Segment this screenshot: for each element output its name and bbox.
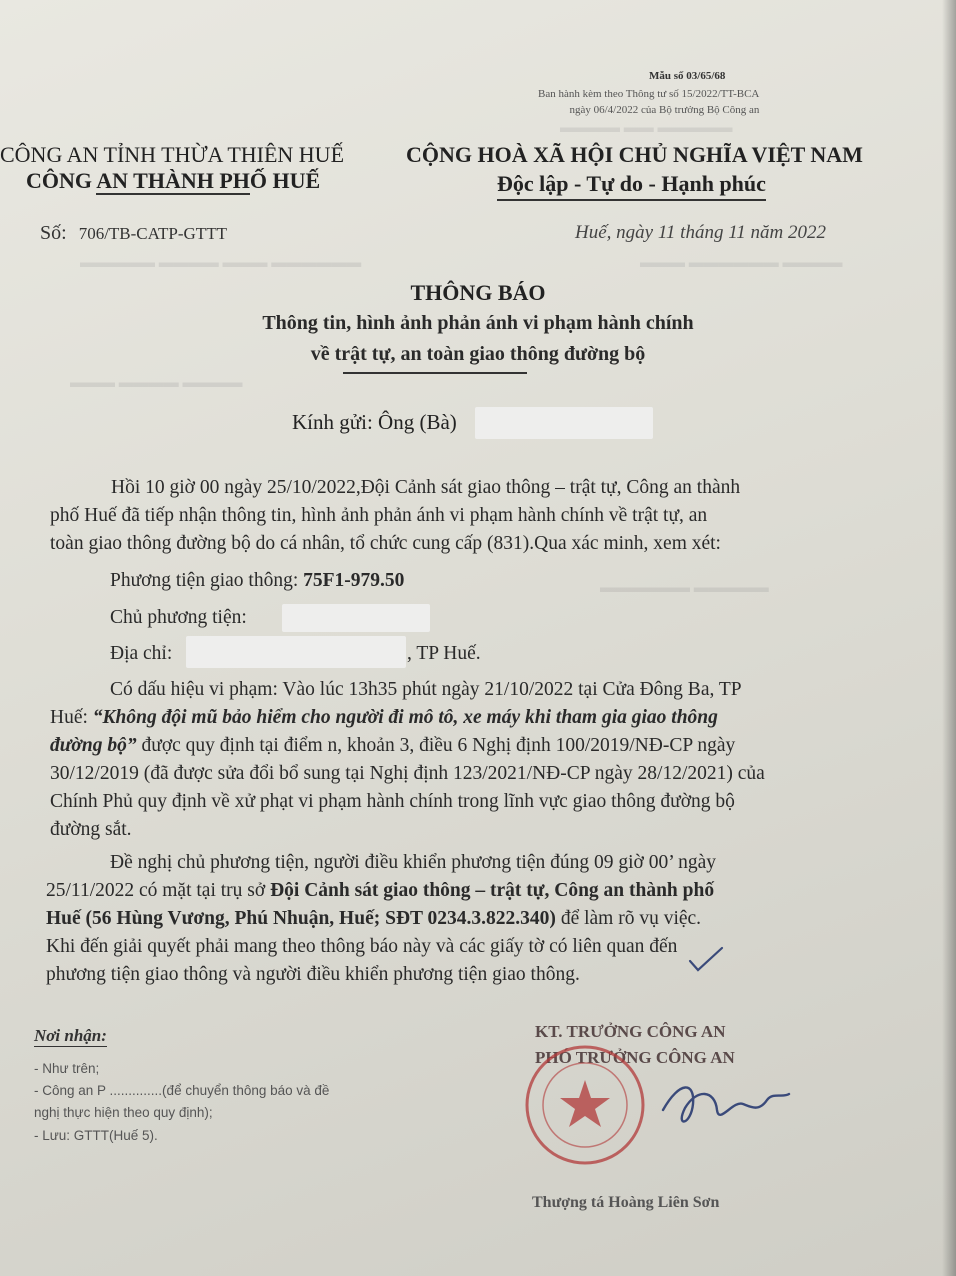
vehicle-line — [110, 570, 404, 592]
doc-number — [40, 222, 227, 245]
bleed-through-text: ▬▬▬▬▬ ▬▬▬▬ ▬▬▬ ▬▬▬▬▬▬ — [80, 255, 362, 271]
greeting: Kính gửi: Ông (Bà) — [292, 410, 457, 434]
bleed-through-text: ▬▬▬▬ ▬▬ ▬▬▬▬▬ — [560, 120, 733, 136]
bleed-through-text: ▬▬▬ ▬▬▬▬ ▬▬▬▬ — [70, 375, 243, 391]
org-line2-a: CÔNG — [26, 168, 97, 193]
bleed-through-text: ▬▬▬▬▬▬ ▬▬▬▬▬ — [600, 580, 769, 596]
bleed-through-text: ▬▬▬ ▬▬▬▬▬▬ ▬▬▬▬ — [640, 255, 843, 271]
recipients-heading: Nơi nhận: — [34, 1026, 107, 1045]
body-p2-line1: Có dấu hiệu vi phạm: Vào lúc 13h35 phút ngày 21/10/2022 tại Cửa Đông Ba, TP — [110, 679, 742, 700]
redacted-name — [475, 407, 653, 439]
vehicle-plate: 75F1-979.50 — [303, 570, 405, 591]
body-p3-line2 — [46, 880, 714, 902]
redacted-address — [186, 636, 406, 668]
official-seal-icon — [520, 1040, 650, 1170]
body-p2-line2 — [50, 707, 718, 729]
org-line2-c: Ố HUẾ — [249, 168, 321, 193]
body-p2-line3-b: được quy định tại điểm n, khoản 3, điều 6 Nghị định 100/2019/NĐ-CP ngày — [136, 735, 736, 756]
place-date: Huế, ngày 11 tháng 11 năm 2022 — [575, 222, 827, 243]
address-suffix: , TP Huế. — [407, 643, 481, 664]
handwritten-signature-icon — [655, 1070, 795, 1140]
body-p2-line6: đường sắt. — [50, 819, 132, 840]
nation-motto: Độc lập - Tự do - Hạnh phúc — [497, 171, 766, 201]
page-edge-shadow — [942, 0, 956, 1276]
office-name: Đội Cảnh sát giao thông – trật tự, Công an thành phố — [270, 880, 715, 901]
nation-line1: CỘNG HOÀ XÃ HỘI CHỦ NGHĨA VIỆT NAM — [406, 142, 863, 167]
doc-subtitle-1: Thông tin, hình ảnh phản ánh vi phạm hành chính — [262, 312, 694, 334]
form-code: Mẫu số 03/65/68 — [649, 70, 726, 82]
doc-number-label: Số: — [40, 222, 67, 244]
body-p3-line1: Đề nghị chủ phương tiện, người điều khiển phương tiện đúng 09 giờ 00’ ngày — [110, 852, 717, 873]
office-address: Huế (56 Hùng Vương, Phú Nhuận, Huế; SĐT 0234.3.822.340) — [46, 908, 556, 929]
body-p2-line2-a: Huế: — [50, 707, 93, 728]
owner-label: Chủ phương tiện: — [110, 607, 247, 628]
recipient-item: - Như trên; — [34, 1061, 100, 1076]
recipient-item: - Lưu: GTTT(Huế 5). — [34, 1128, 158, 1143]
form-note-line1: Ban hành kèm theo Thông tư số 15/2022/TT-BCA — [538, 88, 760, 100]
body-p3-line4: Khi đến giải quyết phải mang theo thông báo này và các giấy tờ có liên quan đến — [46, 936, 678, 957]
body-p3-line5: phương tiện giao thông và người điều khiển phương tiện giao thông. — [46, 964, 580, 985]
doc-subtitle-2: về trật tự, an toàn giao thông đường bộ — [310, 343, 646, 365]
signature-title-1: KT. TRƯỞNG CÔNG AN — [535, 1022, 726, 1041]
org-line1: CÔNG AN TỈNH THỪA THIÊN HUẾ — [0, 142, 345, 167]
address-label: Địa chỉ: — [110, 643, 173, 664]
body-p2-line5: Chính Phủ quy định về xử phạt vi phạm hành chính trong lĩnh vực giao thông đường bộ — [50, 791, 735, 812]
form-note-line2: ngày 06/4/2022 của Bộ trưởng Bộ Công an — [569, 104, 760, 116]
vehicle-label: Phương tiện giao thông: — [110, 570, 304, 591]
violation-text: “Không đội mũ bảo hiểm cho người đi mô tô, xe máy khi tham gia giao thông — [92, 707, 718, 728]
org-line2 — [26, 168, 320, 194]
signer-name: Thượng tá Hoàng Liên Sơn — [532, 1194, 720, 1211]
body-p3-line2-a: 25/11/2022 có mặt tại trụ sở — [46, 880, 271, 901]
body-p1-line2: phố Huế đã tiếp nhận thông tin, hình ảnh phản ánh vi phạm hành chính về trật tự, an — [50, 505, 708, 526]
body-p1-line3: toàn giao thông đường bộ do cá nhân, tổ chức cung cấp (831).Qua xác minh, xem xét: — [50, 533, 721, 554]
recipient-item: - Công an P ..............(để chuyển thông báo và đề — [34, 1083, 330, 1098]
body-p3-line3 — [46, 908, 701, 930]
body-p2-line3 — [50, 735, 735, 757]
subtitle-underline — [343, 372, 527, 374]
body-p1-line1: Hồi 10 giờ 00 ngày 25/10/2022,Đội Cảnh sát giao thông – trật tự, Công an thành — [111, 477, 741, 498]
body-p2-line4: 30/12/2019 (đã được sửa đổi bổ sung tại Nghị định 123/2021/NĐ-CP ngày 28/12/2021) của — [50, 763, 765, 784]
recipient-item: nghị thực hiện theo quy định); — [34, 1105, 213, 1120]
redacted-owner — [282, 604, 430, 632]
doc-title: THÔNG BÁO — [410, 280, 546, 305]
doc-number-value: 706/TB-CATP-GTTT — [78, 224, 227, 243]
org-line2-b: AN THÀNH PH — [96, 168, 250, 193]
violation-text-end: đường bộ” — [50, 735, 137, 756]
body-p3-line3-b: để làm rõ vụ việc. — [555, 908, 702, 929]
handwritten-check-icon — [686, 945, 726, 975]
signature-title-2: PHÓ TRƯỞNG CÔNG AN — [535, 1048, 735, 1067]
form-note — [538, 86, 759, 118]
